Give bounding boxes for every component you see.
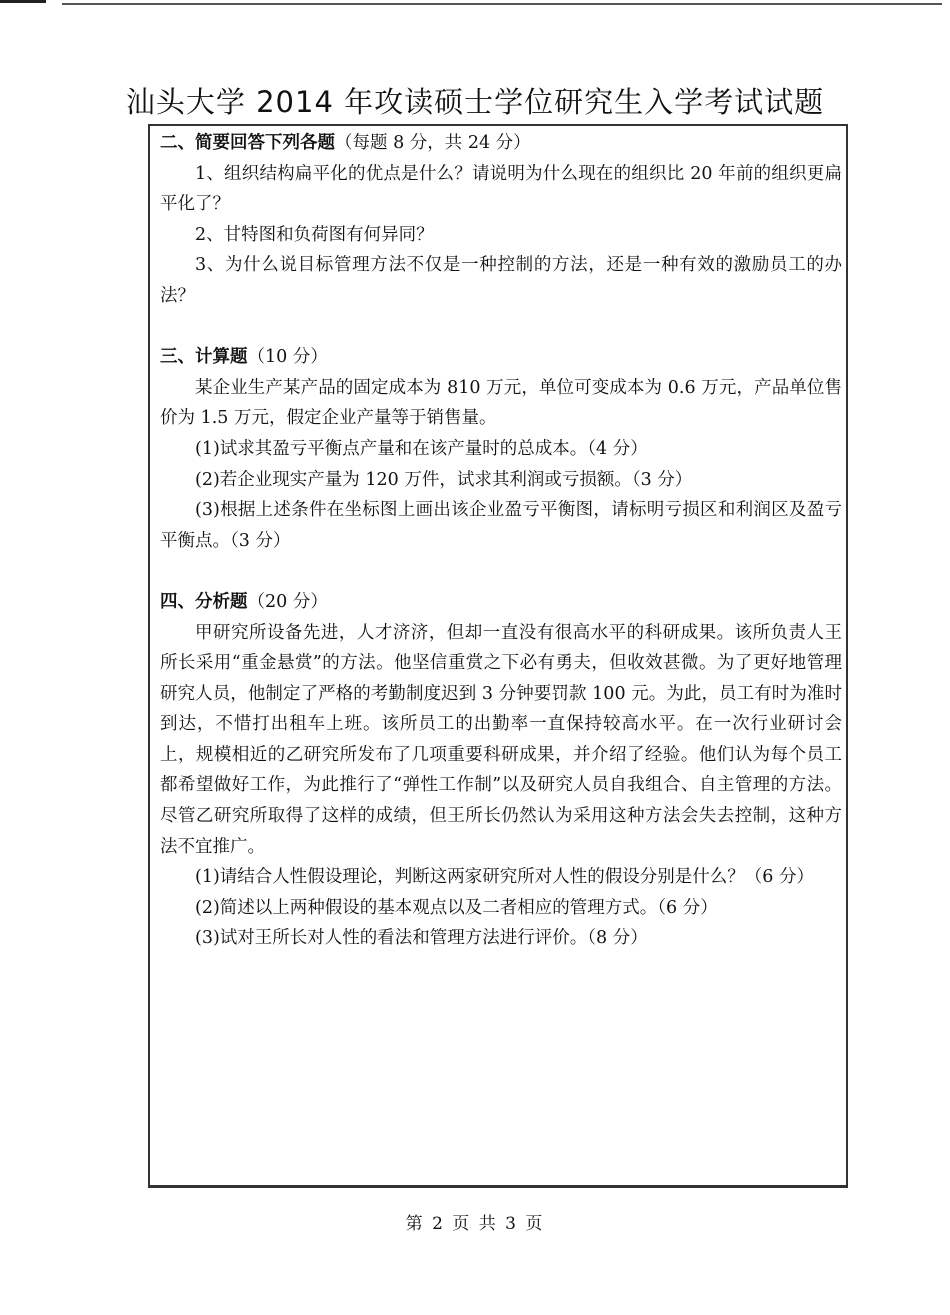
section-title: 二、简要回答下列各题 [160,133,335,153]
question-paragraph: (2)简述以上两种假设的基本观点以及二者相应的管理方式。（6 分） [195,897,718,918]
page-title: 汕头大学 2014 年攻读硕士学位研究生入学考试试题 [125,85,825,119]
question-paragraph: (3)试对王所长对人性的看法和管理方法进行评价。（8 分） [195,928,648,949]
question-paragraph: 3、为什么说目标管理方法不仅是一种控制的方法，还是一种有效的激励员工的办法？ [160,255,842,306]
question-paragraph: (1)试求其盈亏平衡点产量和在该产量时的总成本。（4 分） [195,438,648,459]
section-title: 四、分析题 [160,591,248,612]
question-paragraph: (2)若企业现实产量为 120 万件，试求其利润或亏损额。（3 分） [195,469,693,490]
section-score-note: （每题 8 分，共 24 分） [335,133,531,153]
section-score-note: （10 分） [247,347,328,368]
frame-top-rule [148,124,848,126]
section-heading [160,128,842,159]
section-heading [160,342,842,373]
page-number-footer: 第 2 页 共 3 页 [405,1214,545,1234]
case-paragraph: 甲研究所设备先进，人才济济，但却一直没有很高水平的科研成果。该所负责人王所长采用“重金悬赏”的方法。他坚信重赏之下必有勇夫，但收效甚微。为了更好地管理研究人员，他制定了严格的考勤制度迟到 3 分钟要罚款 100 元。为此，员工有时为准时到达，不惜打出租车上班。该所员工的出勤率一直保持较高水平。在一次行业研讨会上，规模相近的乙研究所发布了几项重要科研成果，并介绍了经验。他们认为每个员工都希望做好工作，为此推行了“弹性工作制”以及研究人员自我组合、自主管理的方法。尽管乙研究所取得了这样的成绩，但王所长仍然认为采用这种方法会失去控制，这种方法不宜推广。 [160,622,842,857]
question-paragraph: (3)根据上述条件在坐标图上画出该企业盈亏平衡图，请标明亏损区和利润区及盈亏平衡点。（3 分） [160,500,842,551]
section-score-note: （20 分） [247,591,328,612]
top-edge-rule [62,3,942,5]
question-paragraph: 1、组织结构扁平化的优点是什么？请说明为什么现在的组织比 20 年前的组织更扁平化了？ [160,163,842,215]
section-heading [160,587,842,618]
question-paragraph: (1)请结合人性假设理论，判断这两家研究所对人性的假设分别是什么？（6 分） [195,867,814,888]
question-paragraph: 某企业生产某产品的固定成本为 810 万元，单位可变成本为 0.6 万元，产品单位售价为 1.5 万元，假定企业产量等于销售量。 [160,377,842,429]
section-title: 三、计算题 [160,347,248,368]
scan-corner-mark [0,0,46,3]
question-paragraph: 2、甘特图和负荷图有何异同？ [195,224,434,245]
exam-content [160,128,842,954]
